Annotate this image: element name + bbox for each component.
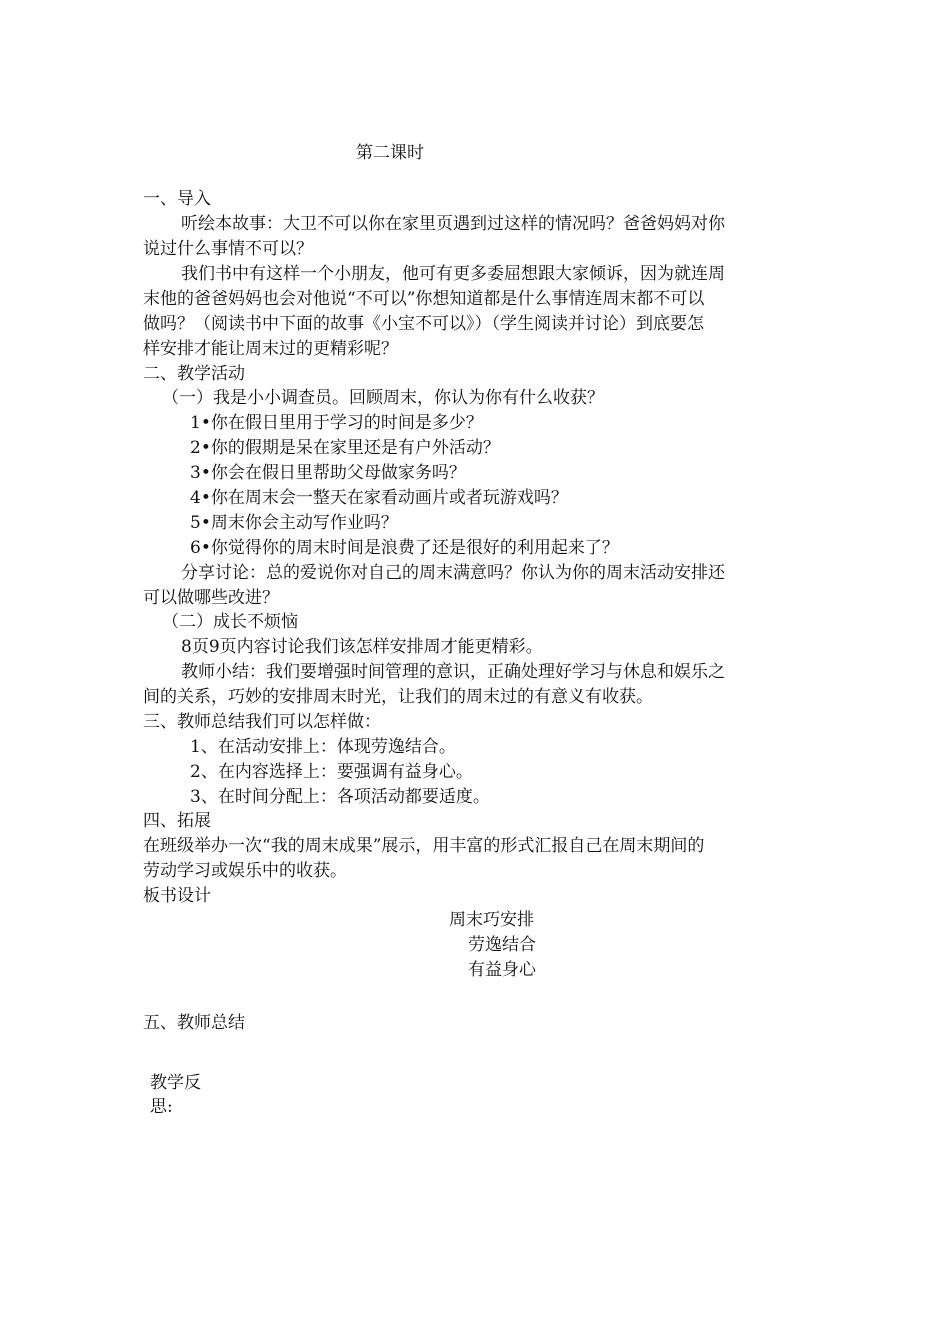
section1-para1-line1: 听绘本故事：大卫不可以你在家里页遇到过这样的情况吗？爸爸妈妈对你 <box>181 214 725 234</box>
share-discussion-line1: 分享讨论：总的爱说你对自己的周末满意吗？你认为你的周末活动安排还 <box>181 563 725 583</box>
summary-point: 2、在内容选择上：要强调有益身心。 <box>190 762 473 782</box>
section1-para2-line2: 末他的爸爸妈妈也会对他说“不可以”你想知道都是什么事情连周末都不可以 <box>143 289 705 309</box>
question-item: 1•你在假日里用于学习的时间是多少？ <box>190 413 483 433</box>
section2-part2-line: 8页9页内容讨论我们该怎样安排周才能更精彩。 <box>181 637 543 657</box>
question-item: 3•你会在假日里帮助父母做家务吗？ <box>190 463 466 483</box>
question-item: 2•你的假期是呆在家里还是有户外活动？ <box>190 438 500 458</box>
section1-para1-line2: 说过什么事情不可以？ <box>143 239 313 259</box>
section5-heading: 五、教师总结 <box>143 1013 245 1033</box>
question-item: 5•周末你会主动写作业吗？ <box>190 513 398 533</box>
teacher-summary-line1: 教师小结：我们要增强时间管理的意识，正确处理好学习与休息和娱乐之 <box>181 662 725 682</box>
section1-para2-line3: 做吗？（阅读书中下面的故事《小宝不可以》）（学生阅读并讨论）到底要怎 <box>143 314 704 334</box>
reflection-label-line2: 思: <box>150 1097 173 1117</box>
board-item-1: 劳逸结合 <box>468 935 536 955</box>
section4-line2: 劳动学习或娱乐中的收获。 <box>143 861 347 881</box>
section4-line1: 在班级举办一次“我的周末成果”展示，用丰富的形式汇报自己在周末期间的 <box>143 836 705 856</box>
summary-point: 3、在时间分配上：各项活动都要适度。 <box>190 787 490 807</box>
section1-para2-line4: 样安排才能让周末过的更精彩呢？ <box>143 339 398 359</box>
question-item: 6•你觉得你的周末时间是浪费了还是很好的利用起来了？ <box>190 538 619 558</box>
teacher-summary-line2: 间的关系，巧妙的安排周末时光，让我们的周末过的有意义有收获。 <box>143 687 653 707</box>
question-item: 4•你在周末会一整天在家看动画片或者玩游戏吗？ <box>190 488 568 508</box>
share-discussion-line2: 可以做哪些改进？ <box>143 588 279 608</box>
reflection-label-line1: 教学反 <box>150 1073 201 1093</box>
board-item-2: 有益身心 <box>468 960 536 980</box>
section1-para2-line1: 我们书中有这样一个小朋友，他可有更多委屈想跟大家倾诉，因为就连周 <box>181 264 725 284</box>
section2-part1-heading: （一）我是小小调查员。回顾周末，你认为你有什么收获？ <box>162 388 604 408</box>
board-design-heading: 板书设计 <box>143 886 211 906</box>
section3-heading: 三、教师总结我们可以怎样做： <box>143 712 381 732</box>
section4-heading: 四、拓展 <box>143 811 211 831</box>
section2-heading: 二、教学活动 <box>143 364 245 384</box>
section2-part2-heading: （二）成长不烦恼 <box>162 612 298 632</box>
board-title: 周末巧安排 <box>449 910 534 930</box>
summary-point: 1、在活动安排上：体现劳逸结合。 <box>190 737 456 757</box>
lesson-title: 第二课时 <box>356 143 424 163</box>
section1-heading: 一、导入 <box>143 189 211 209</box>
